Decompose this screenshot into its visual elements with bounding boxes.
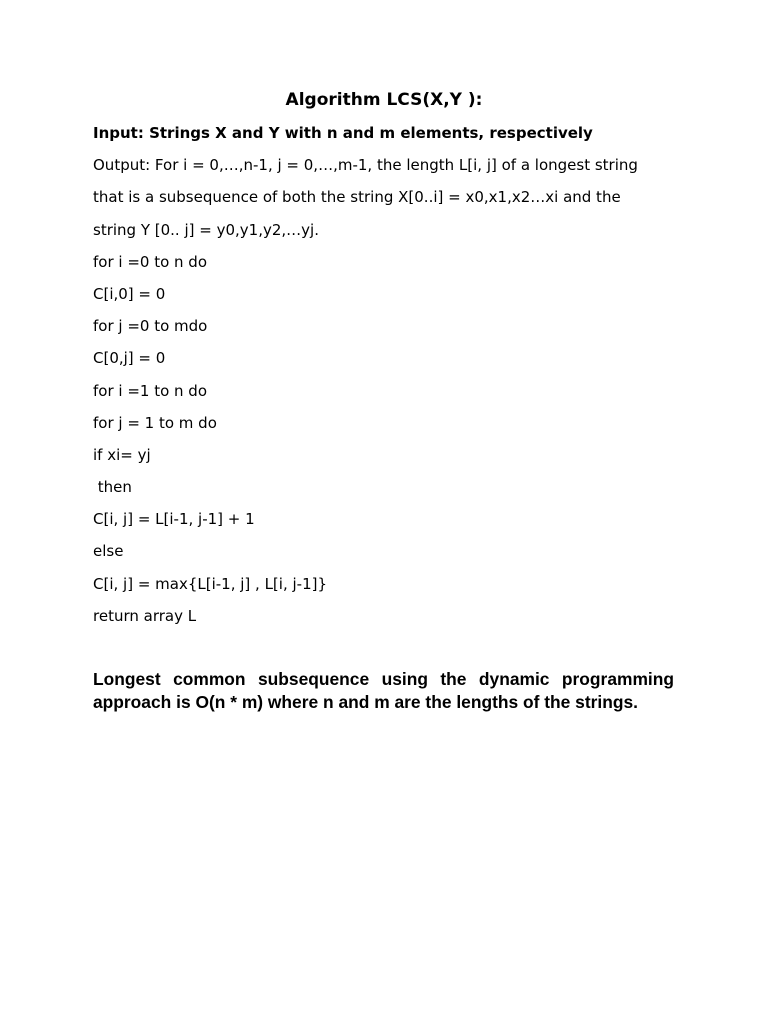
pseudocode-line: C[i, j] = L[i-1, j-1] + 1	[93, 510, 255, 529]
pseudocode-line: if xi= yj	[93, 445, 151, 464]
pseudocode-line: then	[93, 478, 132, 497]
pseudocode-line: C[i, j] = max{L[i-1, j] , L[i, j-1]}	[93, 574, 328, 593]
pseudocode-line: for j = 1 to m do	[93, 413, 217, 432]
pseudocode-line: C[i,0] = 0	[93, 284, 166, 303]
pseudocode-line: else	[93, 542, 124, 561]
complexity-summary: Longest common subsequence using the dynamic programming approach is O(n * m) where n and m are the lengths of the strings.	[93, 669, 674, 712]
algorithm-title: Algorithm LCS(X,Y ):	[285, 90, 483, 110]
pseudocode-line: Input: Strings X and Y with n and m elements, respectively	[93, 124, 593, 142]
pseudocode-line: that is a subsequence of both the string X[0..i] = x0,x1,x2…xi and the	[93, 188, 621, 207]
pseudocode-line: return array L	[93, 606, 197, 625]
pseudocode-line: for i =0 to n do	[93, 252, 208, 271]
pseudocode-line: C[0,j] = 0	[93, 349, 166, 368]
pseudocode-line: string Y [0.. j] = y0,y1,y2,…yj.	[93, 220, 319, 239]
pseudocode-line: Output: For i = 0,…,n-1, j = 0,…,m-1, the length L[i, j] of a longest string	[93, 156, 638, 175]
pseudocode-line: for j =0 to mdo	[93, 317, 208, 336]
pseudocode-block	[93, 122, 683, 637]
pseudocode-line: for i =1 to n do	[93, 381, 208, 400]
